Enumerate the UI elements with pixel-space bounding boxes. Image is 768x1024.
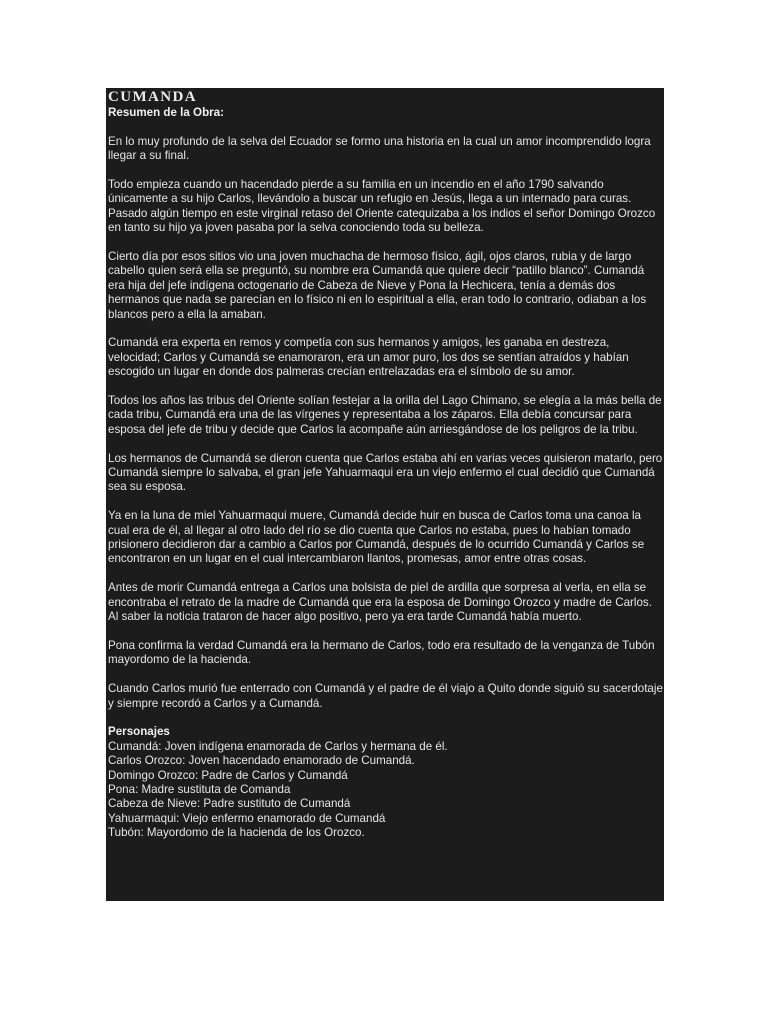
paragraph-8: Antes de morir Cumandá entrega a Carlos una bolsista de piel de ardilla que sorpresa al verla, en ella se encontraba el retrato de la madre de Cumandá que era la esposa de Domingo Orozco y madre de Carlos. Al saber la noticia trataron de hacer algo positivo, pero ya era tarde Cumandá había muerto. xyxy=(108,581,652,624)
characters-heading: Personajes xyxy=(108,725,170,739)
character-item: Cabeza de Nieve: Padre sustituto de Cumandá xyxy=(108,797,351,811)
character-item: Cumandá: Joven indígena enamorada de Carlos y hermana de él. xyxy=(108,739,448,753)
paragraph-9: Pona confirma la verdad Cumandá era la hermano de Carlos, todo era resultado de la venganza de Tubón mayordomo de la hacienda. xyxy=(108,638,655,667)
character-item: Yahuarmaqui: Viejo enfermo enamorado de Cumandá xyxy=(108,811,386,825)
paragraph-4: Cumandá era experta en remos y competía con sus hermanos y amigos, les ganaba en destreza, velocidad; Carlos y Cumandá se enamoraron, era un amor puro, los dos se sentían atraídos y habían escogido un lugar en donde dos palmeras crecían entrelazadas era el símbolo de su amor. xyxy=(108,336,629,379)
summary-heading: Resumen de la Obra: xyxy=(108,106,224,119)
paragraph-2: Todo empieza cuando un hacendado pierde a su familia en un incendio en el año 1790 salvando únicamente a su hijo Carlos, llevándolo a buscar un refugio en Jesús, llega a un internado para curas. Pasado algún tiempo en este virginal retaso del Oriente catequizaba a los indios el señor Domingo Orozco en tanto su hijo ya joven pasaba por la selva conociendo toda su belleza. xyxy=(108,178,656,235)
paragraph-7: Ya en la luna de miel Yahuarmaqui muere, Cumandá decide huir en busca de Carlos toma una canoa la cual era de él, al llegar al otro lado del río se dio cuenta que Carlos no estaba, pues lo habían tomado prisionero decidieron dar a cambio a Carlos por Cumandá, después de lo ocurrido Cumandá y Carlos se encontraron en un lugar en el cual intercambiaron llantos, promesas, amor entre otras cosas. xyxy=(108,509,645,566)
character-list xyxy=(108,740,664,841)
character-item: Tubón: Mayordomo de la hacienda de los Orozco. xyxy=(108,826,365,840)
paragraph-5: Todos los años las tribus del Oriente solían festejar a la orilla del Lago Chimano, se elegía a la más bella de cada tribu, Cumandá era una de las vírgenes y representaba a los záparos. Ella debía concursar para esposa del jefe de tribu y decide que Carlos la acompañe aún arriesgándose de los peligros de la tribu. xyxy=(108,394,662,436)
paragraph-1: En lo muy profundo de la selva del Ecuador se formo una historia en la cual un amor incomprendido logra llegar a su final. xyxy=(108,134,651,163)
character-item: Domingo Orozco: Padre de Carlos y Cumandá xyxy=(108,768,348,782)
paragraph-6: Los hermanos de Cumandá se dieron cuenta que Carlos estaba ahí en varias veces quisieron matarlo, pero Cumandá siempre lo salvaba, el gran jefe Yahuarmaqui era un viejo enfermo el cual decidió que Cumandá sea su esposa. xyxy=(108,451,663,494)
paragraph-10: Cuando Carlos murió fue enterrado con Cumandá y el padre de él viajo a Quito donde siguió su sacerdotaje y siempre recordó a Carlos y a Cumandá. xyxy=(108,682,663,710)
paragraph-3: Cierto día por esos sitios vio una joven muchacha de hermoso físico, ágil, ojos claros, rubia y de largo cabello quien será ella se preguntó, su nombre era Cumandá que quiere decir “patillo blanco”. Cumandá era hija del jefe indígena octogenario de Cabeza de Nieve y Pona la Hechicera, tenía a demás dos hermanos que nada se parecían en lo físico ni en lo espiritual a ella, eran todo lo contrario, odiaban a los blancos pero a ella la amaban. xyxy=(108,250,647,321)
character-item: Carlos Orozco: Joven hacendado enamorado de Cumandá. xyxy=(108,754,415,768)
document-page xyxy=(106,88,664,901)
character-item: Pona: Madre sustituta de Comanda xyxy=(108,782,291,796)
document-title: CUMANDA xyxy=(108,89,197,105)
